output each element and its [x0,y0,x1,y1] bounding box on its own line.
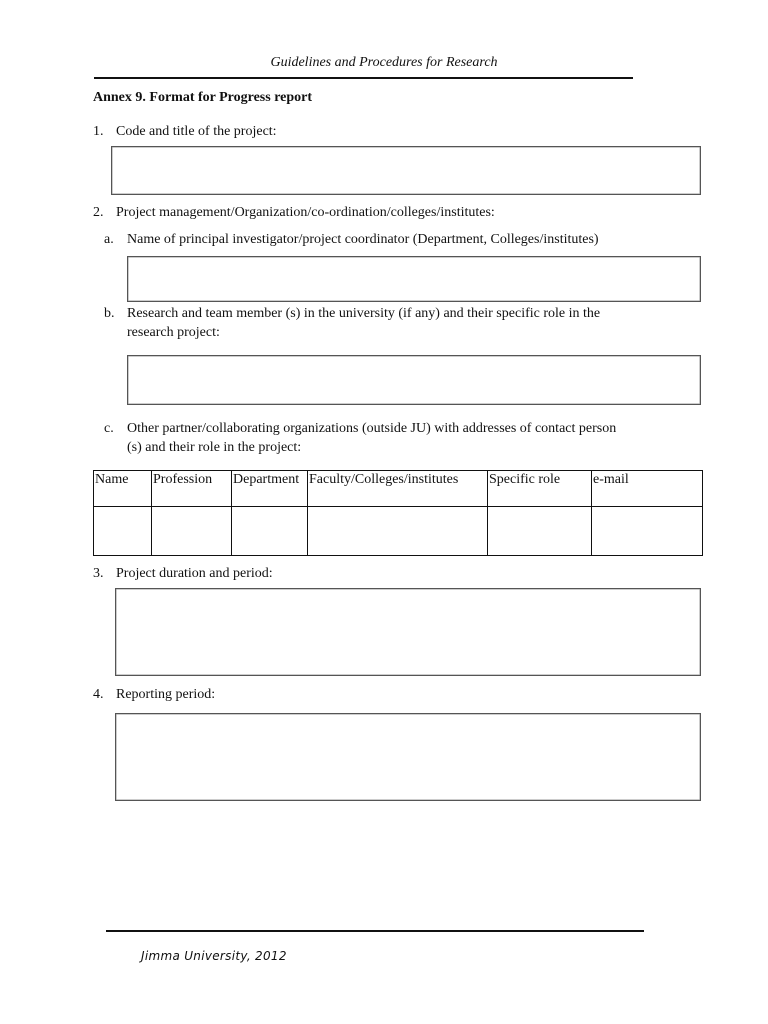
section-2-number: 2. [93,205,104,220]
section-2b-label-line1: Research and team member (s) in the university (if any) and their specific role in the [127,306,601,321]
footer-text: Jimma University, 2012 [141,949,287,963]
header-rule [94,77,633,79]
table-header-email: e-mail [592,471,703,507]
section-2b-letter: b. [104,306,115,321]
project-duration-field[interactable] [115,588,701,676]
section-4-label: Reporting period: [116,687,216,702]
partner-table [93,470,703,556]
section-2b-heading [104,304,600,323]
table-header-profession: Profession [152,471,232,507]
section-1-number: 1. [93,124,104,139]
table-cell-faculty[interactable] [308,507,488,556]
section-2a-heading [104,230,599,249]
table-cell-specific-role[interactable] [488,507,592,556]
table-header-row [94,471,703,507]
reporting-period-field[interactable] [115,713,701,801]
table-row [94,507,703,556]
principal-investigator-field[interactable] [127,256,701,302]
section-2c-label-line2: (s) and their role in the project: [127,440,302,455]
table-header-specific-role: Specific role [488,471,592,507]
table-cell-profession[interactable] [152,507,232,556]
section-2a-label: Name of principal investigator/project coordinator (Department, Colleges/institutes) [127,232,599,247]
page-header-title: Guidelines and Procedures for Research [270,55,498,70]
section-2-label: Project management/Organization/co-ordination/colleges/institutes: [116,205,495,220]
section-2a-letter: a. [104,232,114,247]
section-3-number: 3. [93,566,104,581]
table-header-department: Department [232,471,308,507]
annex-title: Annex 9. Format for Progress report [93,90,313,105]
table-cell-email[interactable] [592,507,703,556]
section-1-label: Code and title of the project: [116,124,277,139]
code-title-field[interactable] [111,146,701,195]
section-3-heading [93,564,273,583]
team-members-field[interactable] [127,355,701,405]
section-2c-heading [104,419,616,438]
section-2b-label-line2: research project: [127,325,220,340]
section-3-label: Project duration and period: [116,566,273,581]
section-2c-letter: c. [104,421,114,436]
table-cell-name[interactable] [94,507,152,556]
footer-rule [106,930,644,932]
section-2-heading [93,203,495,222]
section-4-heading [93,685,215,704]
section-1-heading [93,122,277,141]
section-2c-label-line1: Other partner/collaborating organizations (outside JU) with addresses of contact person [127,421,617,436]
section-4-number: 4. [93,687,104,702]
table-cell-department[interactable] [232,507,308,556]
table-header-faculty: Faculty/Colleges/institutes [308,471,488,507]
table-header-name: Name [94,471,152,507]
